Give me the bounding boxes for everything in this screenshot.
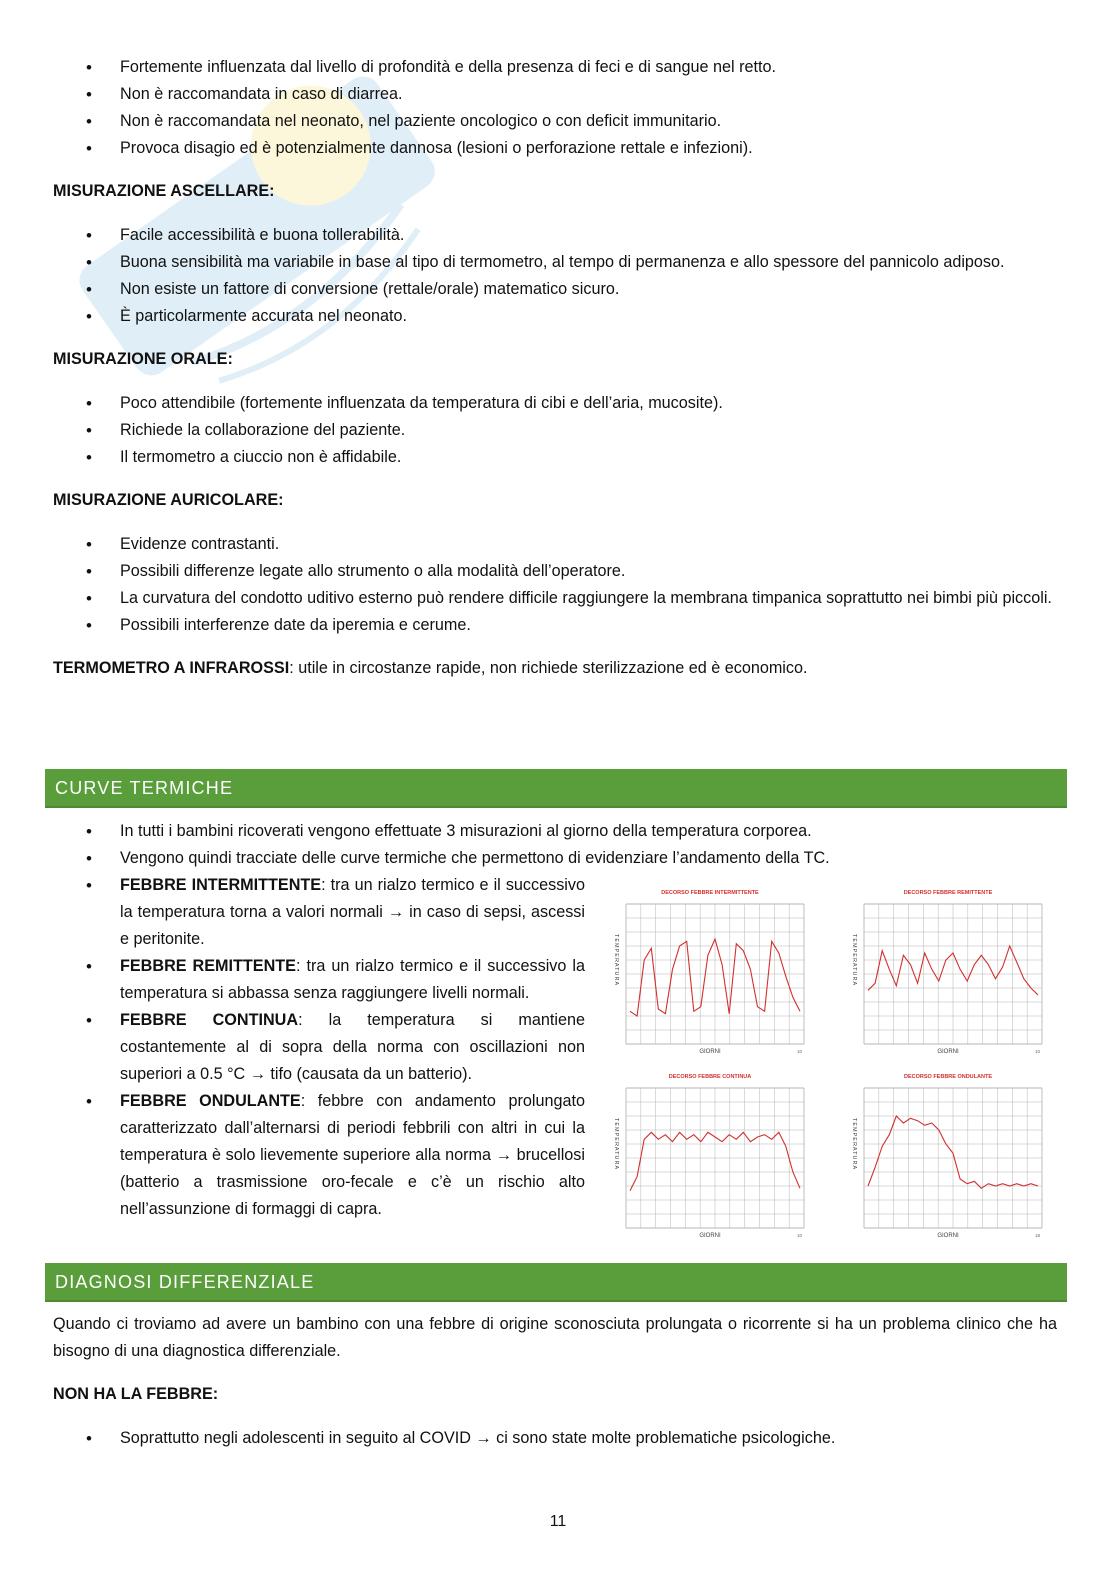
curve-list [53, 818, 1057, 872]
list-item: • In tutti i bambini ricoverati vengono effettuate 3 misurazioni al giorno della temperatura corporea. [53, 818, 1057, 845]
chart-x-end-label: 10 [796, 1233, 802, 1238]
rettale-list [53, 54, 1057, 162]
infrarossi-label: TERMOMETRO A INFRAROSSI [53, 659, 290, 677]
chart-ylabel: TEMPERATURA [851, 934, 857, 987]
fever-item-remittente [53, 953, 585, 1007]
list-item: • È particolarmente accurata nel neonato. [53, 303, 1057, 330]
main-content [53, 54, 1057, 682]
list-item: • Non esiste un fattore di conversione (rettale/orale) matematico sicuro. [53, 276, 1057, 303]
list-item: • Non è raccomandata in caso di diarrea. [53, 81, 1057, 108]
list-item: • Provoca disagio ed è potenzialmente dannosa (lesioni o perforazione rettale e infezioni). [53, 135, 1057, 162]
no-febbre-list [53, 1425, 1057, 1452]
infrarossi-paragraph [53, 655, 1057, 682]
chart-xlabel: GIORNI [937, 1049, 959, 1055]
fever-item-intermittente [53, 872, 585, 953]
heading-orale: MISURAZIONE ORALE: [53, 350, 233, 368]
list-item: • Possibili differenze legate allo strumento o alla modalità dell’operatore. [53, 558, 1057, 585]
heading-ascellare: MISURAZIONE ASCELLARE: [53, 182, 275, 200]
fever-types-list [53, 872, 585, 1223]
fever-charts [610, 880, 1060, 1245]
list-item: • La curvatura del condotto uditivo esterno può rendere difficile raggiungere la membrana timpanica soprattutto nei bimbi più piccoli. [53, 585, 1057, 612]
list-item: • Facile accessibilità e buona tollerabilità. [53, 222, 1057, 249]
fever-text: : la temperatura si mantiene costantemente al di sopra della norma con oscillazioni non superiori a 0.5 °C → tifo (causata da un batterio). [120, 1011, 585, 1083]
heading-no-febbre: NON HA LA FEBBRE: [53, 1385, 219, 1403]
fever-label: FEBBRE CONTINUA [120, 1011, 299, 1029]
infrarossi-text: : utile in circostanze rapide, non richiede sterilizzazione ed è economico. [289, 659, 808, 677]
chart-x-end-label: 10 [796, 1049, 802, 1054]
heading-auricolare: MISURAZIONE AURICOLARE: [53, 491, 284, 509]
list-item: • Fortemente influenzata dal livello di profondità e della presenza di feci e di sangue nel retto. [53, 54, 1057, 81]
chart-background [848, 1064, 1048, 1244]
chart-title: DECORSO FEBBRE CONTINUA [668, 1074, 752, 1080]
page-number: 11 [549, 1513, 567, 1530]
list-item: • Possibili interferenze date da iperemia e cerume. [53, 612, 1057, 639]
orale-list [53, 390, 1057, 471]
fever-item-continua [53, 1007, 585, 1088]
fever-label: FEBBRE REMITTENTE [120, 957, 296, 975]
chart-title: DECORSO FEBBRE REMITTENTE [903, 890, 993, 896]
fever-text: : febbre con andamento prolungato caratterizzato dall’alternarsi di periodi febbrili con altri in cui la temperatura è solo lievemente superiore alla norma → brucellosi (batterio a trasmissione oro-fecale e c’è un rischio alto nell’assunzione di formaggi di capra. [120, 1092, 585, 1218]
chart-intermittente [610, 880, 810, 1060]
fever-text: : tra un rialzo termico e il successivo la temperatura torna a valori normali → in caso di sepsi, ascessi e peritonite. [120, 876, 585, 948]
section-header-curve-termiche: CURVE TERMICHE [45, 769, 1067, 808]
chart-background [610, 1064, 810, 1244]
chart-title: DECORSO FEBBRE ONDULANTE [903, 1074, 993, 1080]
chart-continua [610, 1064, 810, 1244]
fever-item-ondulante [53, 1088, 585, 1223]
chart-xlabel: GIORNI [699, 1233, 721, 1239]
diagnosi-content [53, 1311, 1057, 1452]
list-item: • Vengono quindi tracciate delle curve termiche che permettono di evidenziare l’andamento della TC. [53, 845, 1057, 872]
chart-ondulante [848, 1064, 1048, 1244]
chart-ylabel: TEMPERATURA [851, 1118, 857, 1171]
diagnosi-paragraph: Quando ci troviamo ad avere un bambino con una febbre di origine sconosciuta prolungata o ricorrente si ha un problema clinico che ha bisogno di una diagnostica differenziale. [53, 1315, 1057, 1360]
list-item: • Buona sensibilità ma variabile in base al tipo di termometro, al tempo di permanenza e allo spessore del pannicolo adiposo. [53, 249, 1057, 276]
list-item: • Evidenze contrastanti. [53, 531, 1057, 558]
list-item: • Richiede la collaborazione del paziente. [53, 417, 1057, 444]
chart-xlabel: GIORNI [937, 1233, 959, 1239]
chart-ylabel: TEMPERATURA [613, 1118, 619, 1171]
list-item: • Il termometro a ciuccio non è affidabile. [53, 444, 1057, 471]
fever-label: FEBBRE INTERMITTENTE [120, 876, 322, 894]
list-item: • Soprattutto negli adolescenti in seguito al COVID → ci sono state molte problematiche psicologiche. [53, 1425, 1057, 1452]
ascellare-list [53, 222, 1057, 330]
auricolare-list [53, 531, 1057, 639]
section-header-diagnosi: DIAGNOSI DIFFERENZIALE [45, 1263, 1067, 1302]
fever-label: FEBBRE ONDULANTE [120, 1092, 301, 1110]
fever-text: : tra un rialzo termico e il successivo la temperatura si abbassa senza raggiungere livelli normali. [120, 957, 585, 1002]
chart-background [610, 880, 810, 1060]
chart-x-end-label: 18 [1034, 1233, 1040, 1238]
chart-x-end-label: 10 [1034, 1049, 1040, 1054]
chart-title: DECORSO FEBBRE INTERMITTENTE [661, 890, 759, 896]
chart-xlabel: GIORNI [699, 1049, 721, 1055]
chart-remittente [848, 880, 1048, 1060]
list-item: • Poco attendibile (fortemente influenzata da temperatura di cibi e dell’aria, mucosite). [53, 390, 1057, 417]
list-item: • Non è raccomandata nel neonato, nel paziente oncologico o con deficit immunitario. [53, 108, 1057, 135]
chart-ylabel: TEMPERATURA [613, 934, 619, 987]
